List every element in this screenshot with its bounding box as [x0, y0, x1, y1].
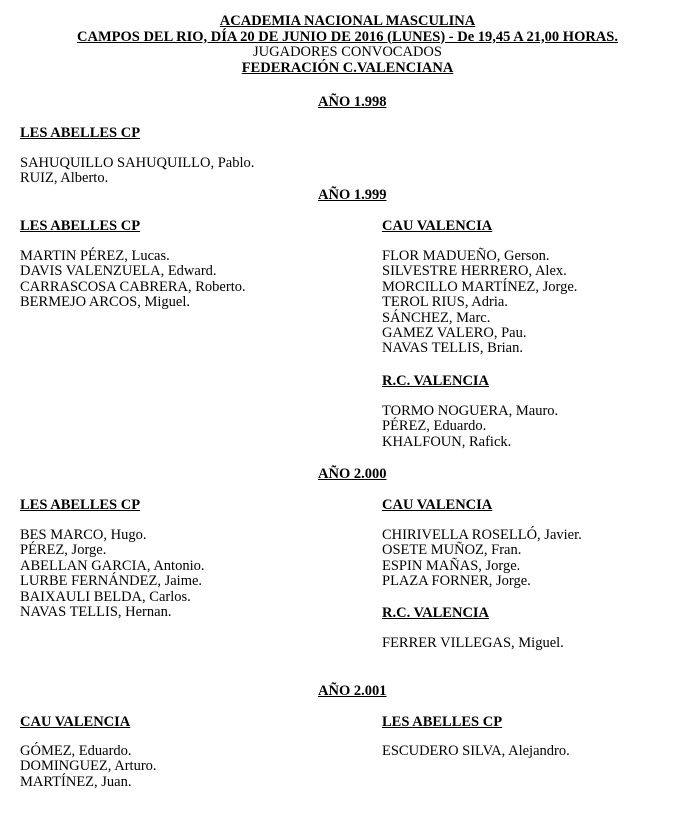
header-title: ACADEMIA NACIONAL MASCULINA — [219, 13, 476, 29]
player-name: TORMO NOGUERA, Mauro. — [382, 403, 559, 419]
player-name: SÁNCHEZ, Marc. — [382, 309, 491, 326]
player-name: BES MARCO, Hugo. — [20, 527, 147, 543]
player-name: MARTIN PÉREZ, Lucas. — [20, 248, 170, 264]
player-name: TEROL RIUS, Adria. — [382, 294, 508, 311]
player-name: GAMEZ VALERO, Pau. — [382, 324, 527, 341]
year-2000-heading: AÑO 2.000 — [318, 466, 387, 482]
player-list — [20, 249, 246, 311]
player-list — [382, 528, 582, 590]
document-header — [0, 14, 695, 76]
header-session: CAMPOS DEL RIO, DÍA 20 DE JUNIO DE 2016 (LUNES) - De 19,45 A 21,00 HORAS. — [77, 28, 618, 45]
player-name: PÉREZ, Jorge. — [20, 542, 107, 559]
club-heading: LES ABELLES CP — [20, 125, 141, 141]
player-list — [20, 528, 204, 620]
player-name: PÉREZ, Eduardo. — [382, 418, 487, 435]
player-list — [382, 744, 570, 759]
player-name: RUIZ, Alberto. — [20, 170, 109, 187]
player-name: OSETE MUÑOZ, Fran. — [382, 542, 522, 559]
club-heading: LES ABELLES CP — [20, 218, 141, 234]
player-name: ESPIN MAÑAS, Jorge. — [382, 557, 521, 574]
club-heading: CAU VALENCIA — [382, 497, 493, 513]
player-list — [382, 249, 577, 357]
player-name: NAVAS TELLIS, Hernan. — [20, 603, 172, 620]
player-name: GÓMEZ, Eduardo. — [20, 743, 132, 759]
player-name: ESCUDERO SILVA, Alejandro. — [382, 743, 570, 759]
header-federation: FEDERACIÓN C.VALENCIANA — [241, 59, 454, 76]
player-list — [382, 404, 558, 450]
player-name: CARRASCOSA CABRERA, Roberto. — [20, 278, 246, 295]
club-heading: R.C. VALENCIA — [382, 605, 490, 621]
club-heading: CAU VALENCIA — [382, 218, 493, 234]
club-heading: R.C. VALENCIA — [382, 373, 490, 389]
player-name: MORCILLO MARTÍNEZ, Jorge. — [382, 278, 578, 295]
player-name: BAIXAULI BELDA, Carlos. — [20, 588, 191, 605]
player-name: SILVESTRE HERRERO, Alex. — [382, 263, 567, 280]
player-name: DOMINGUEZ, Arturo. — [20, 758, 157, 775]
player-list — [20, 744, 157, 790]
player-name: FLOR MADUEÑO, Gerson. — [382, 248, 550, 264]
player-name: CHIRIVELLA ROSELLÓ, Javier. — [382, 527, 582, 543]
player-name: MARTÍNEZ, Juan. — [20, 773, 132, 790]
year-2001-heading: AÑO 2.001 — [318, 683, 387, 699]
player-list — [20, 156, 254, 187]
club-heading: CAU VALENCIA — [20, 714, 131, 730]
club-heading: LES ABELLES CP — [382, 714, 503, 730]
player-name: KHALFOUN, Rafick. — [382, 433, 512, 450]
player-name: PLAZA FORNER, Jorge. — [382, 573, 531, 590]
player-name: NAVAS TELLIS, Brian. — [382, 340, 523, 357]
player-list — [382, 636, 564, 651]
player-name: BERMEJO ARCOS, Miguel. — [20, 294, 190, 311]
year-1999-heading: AÑO 1.999 — [318, 187, 387, 203]
player-name: LURBE FERNÁNDEZ, Jaime. — [20, 573, 203, 590]
player-name: ABELLAN GARCIA, Antonio. — [20, 557, 205, 574]
player-name: SAHUQUILLO SAHUQUILLO, Pablo. — [20, 155, 255, 171]
player-name: DAVIS VALENZUELA, Edward. — [20, 263, 217, 280]
header-subtitle: JUGADORES CONVOCADOS — [253, 44, 442, 60]
player-name: FERRER VILLEGAS, Miguel. — [382, 635, 564, 651]
year-1998-heading: AÑO 1.998 — [318, 94, 387, 110]
club-heading: LES ABELLES CP — [20, 497, 141, 513]
